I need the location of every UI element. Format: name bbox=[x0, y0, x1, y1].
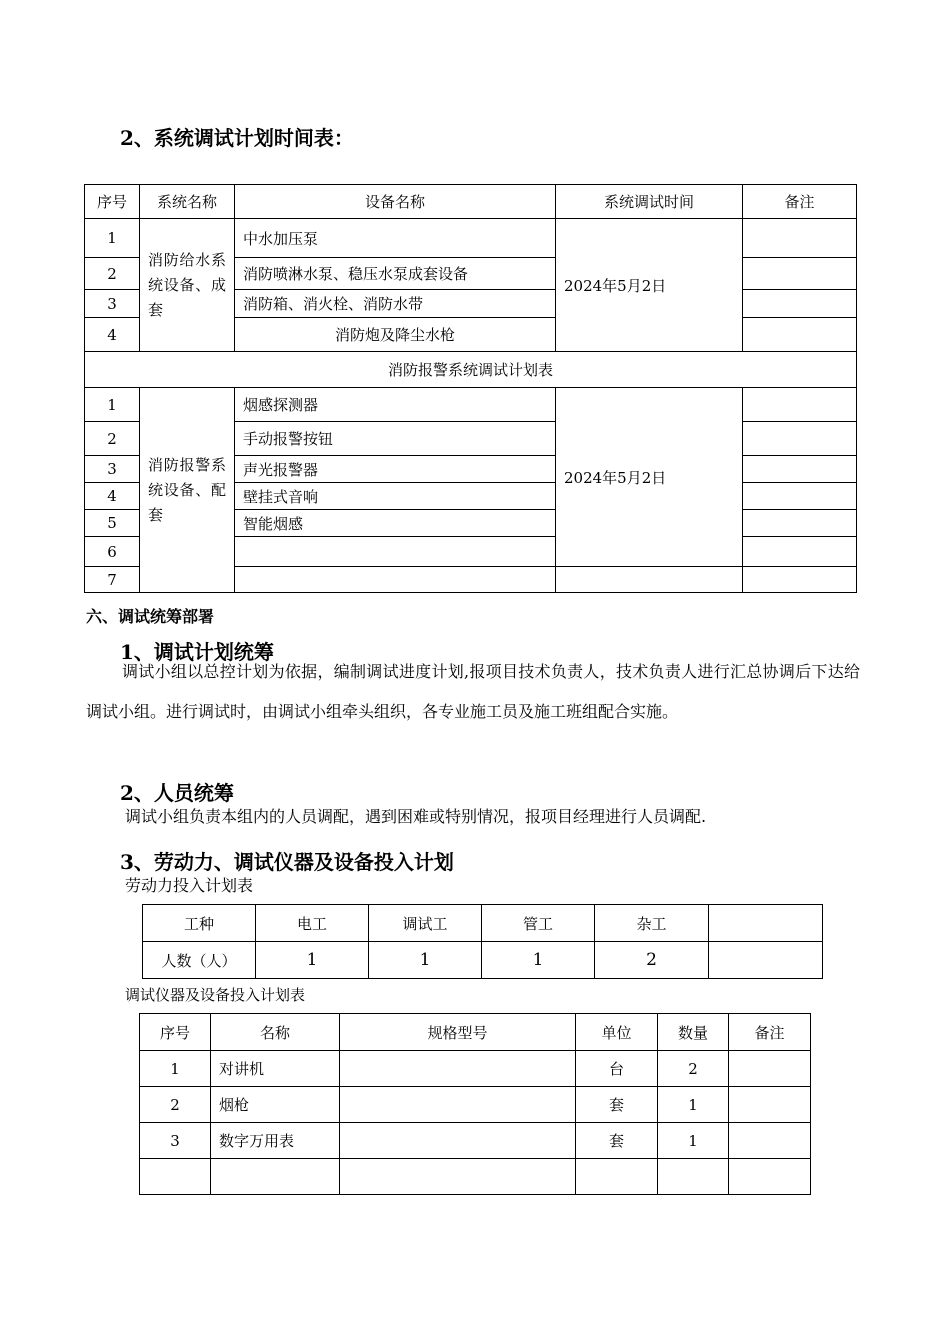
note-cell bbox=[743, 456, 857, 483]
row-number: 1 bbox=[85, 219, 140, 258]
device-name: 消防箱、消火栓、消防水带 bbox=[235, 290, 556, 318]
header-cell: 设备名称 bbox=[235, 185, 556, 219]
paragraph: 调试小组以总控计划为依据，编制调试进度计划,报项目技术负责人，技术负责人进行汇总协调后下达给调试小组。进行调试时，由调试小组牵头组织，各专业施工员及施工班组配合实施。 bbox=[86, 662, 860, 721]
table-row bbox=[85, 219, 857, 258]
spec-cell bbox=[340, 1159, 576, 1195]
subsection-heading: 2、人员统筹 bbox=[120, 781, 234, 805]
row-number: 1 bbox=[85, 388, 140, 422]
row-number: 7 bbox=[85, 567, 140, 593]
subsection-heading: 1、调试计划统筹 bbox=[120, 640, 274, 664]
device-name: 壁挂式音响 bbox=[235, 483, 556, 510]
row-number: 3 bbox=[85, 456, 140, 483]
note-cell bbox=[743, 388, 857, 422]
row-number bbox=[140, 1159, 211, 1195]
device-name bbox=[235, 567, 556, 593]
spec-cell bbox=[340, 1051, 576, 1087]
unit-cell: 台 bbox=[576, 1051, 658, 1087]
table-subtitle: 消防报警系统调试计划表 bbox=[85, 352, 857, 388]
note-cell bbox=[729, 1123, 811, 1159]
row-number: 1 bbox=[140, 1051, 211, 1087]
header-cell: 管工 bbox=[482, 905, 595, 942]
table-subtitle-row bbox=[85, 352, 857, 388]
row-number: 6 bbox=[85, 537, 140, 567]
note-cell bbox=[743, 318, 857, 352]
quantity-cell: 1 bbox=[658, 1123, 729, 1159]
row-label: 人数（人） bbox=[143, 942, 256, 979]
test-date: 2024年5月2日 bbox=[556, 219, 743, 352]
device-name: 中水加压泵 bbox=[235, 219, 556, 258]
row-number: 4 bbox=[85, 318, 140, 352]
equipment-name bbox=[211, 1159, 340, 1195]
paragraph: 调试小组负责本组内的人员调配，遇到困难或特别情况，报项目经理进行人员调配. bbox=[125, 807, 707, 826]
header-cell: 系统名称 bbox=[140, 185, 235, 219]
header-cell: 规格型号 bbox=[340, 1014, 576, 1051]
note-cell bbox=[743, 422, 857, 456]
header-cell: 工种 bbox=[143, 905, 256, 942]
note-cell bbox=[743, 219, 857, 258]
header-cell: 杂工 bbox=[595, 905, 709, 942]
date-cell bbox=[556, 567, 743, 593]
count-cell: 2 bbox=[595, 942, 709, 979]
header-cell: 单位 bbox=[576, 1014, 658, 1051]
unit-cell: 套 bbox=[576, 1087, 658, 1123]
table-header-row bbox=[85, 185, 857, 219]
count-cell bbox=[709, 942, 823, 979]
note-cell bbox=[743, 258, 857, 290]
row-number: 2 bbox=[85, 258, 140, 290]
device-name: 消防炮及降尘水枪 bbox=[235, 318, 556, 352]
table-row bbox=[140, 1123, 811, 1159]
table-row bbox=[140, 1087, 811, 1123]
header-cell: 备注 bbox=[743, 185, 857, 219]
header-cell: 名称 bbox=[211, 1014, 340, 1051]
system-name: 消防报警系统设备、配套 bbox=[148, 455, 226, 524]
unit-cell bbox=[576, 1159, 658, 1195]
note-cell bbox=[743, 510, 857, 537]
section-heading: 2、系统调试计划时间表： bbox=[120, 126, 354, 150]
count-cell: 1 bbox=[256, 942, 369, 979]
quantity-cell: 2 bbox=[658, 1051, 729, 1087]
quantity-cell: 1 bbox=[658, 1087, 729, 1123]
header-cell bbox=[709, 905, 823, 942]
note-cell bbox=[743, 483, 857, 510]
note-cell bbox=[729, 1051, 811, 1087]
device-name: 声光报警器 bbox=[235, 456, 556, 483]
subsection-heading: 3、劳动力、调试仪器及设备投入计划 bbox=[120, 850, 454, 874]
equipment-name: 烟枪 bbox=[211, 1087, 340, 1123]
note-cell bbox=[743, 567, 857, 593]
device-name: 消防喷淋水泵、稳压水泵成套设备 bbox=[235, 258, 556, 290]
table-row bbox=[85, 388, 857, 422]
table-header-row bbox=[143, 905, 823, 942]
header-cell: 数量 bbox=[658, 1014, 729, 1051]
count-cell: 1 bbox=[369, 942, 482, 979]
row-number: 2 bbox=[140, 1087, 211, 1123]
table-row bbox=[140, 1159, 811, 1195]
row-number: 3 bbox=[140, 1123, 211, 1159]
header-cell: 电工 bbox=[256, 905, 369, 942]
row-number: 2 bbox=[85, 422, 140, 456]
header-cell: 序号 bbox=[85, 185, 140, 219]
row-number: 5 bbox=[85, 510, 140, 537]
system-name-cell bbox=[140, 219, 235, 352]
equipment-table bbox=[139, 1013, 811, 1195]
device-name: 烟感探测器 bbox=[235, 388, 556, 422]
count-cell: 1 bbox=[482, 942, 595, 979]
system-name: 消防给水系统设备、成套 bbox=[148, 250, 226, 319]
spec-cell bbox=[340, 1123, 576, 1159]
schedule-table bbox=[84, 184, 857, 593]
note-cell bbox=[729, 1087, 811, 1123]
header-cell: 调试工 bbox=[369, 905, 482, 942]
note-cell bbox=[743, 290, 857, 318]
row-number: 3 bbox=[85, 290, 140, 318]
device-name: 智能烟感 bbox=[235, 510, 556, 537]
header-cell: 系统调试时间 bbox=[556, 185, 743, 219]
quantity-cell bbox=[658, 1159, 729, 1195]
equipment-name: 数字万用表 bbox=[211, 1123, 340, 1159]
spec-cell bbox=[340, 1087, 576, 1123]
note-cell bbox=[743, 537, 857, 567]
system-name-cell bbox=[140, 388, 235, 593]
note-cell bbox=[729, 1159, 811, 1195]
row-number: 4 bbox=[85, 483, 140, 510]
equipment-name: 对讲机 bbox=[211, 1051, 340, 1087]
labor-table bbox=[142, 904, 823, 979]
section-heading: 六、调试统筹部署 bbox=[86, 607, 215, 626]
header-cell: 序号 bbox=[140, 1014, 211, 1051]
table-header-row bbox=[140, 1014, 811, 1051]
table-row bbox=[143, 942, 823, 979]
table-row bbox=[140, 1051, 811, 1087]
table-caption: 调试仪器及设备投入计划表 bbox=[125, 986, 306, 1004]
unit-cell: 套 bbox=[576, 1123, 658, 1159]
table-caption: 劳动力投入计划表 bbox=[125, 876, 254, 895]
test-date: 2024年5月2日 bbox=[556, 388, 743, 567]
header-cell: 备注 bbox=[729, 1014, 811, 1051]
device-name bbox=[235, 537, 556, 567]
device-name: 手动报警按钮 bbox=[235, 422, 556, 456]
